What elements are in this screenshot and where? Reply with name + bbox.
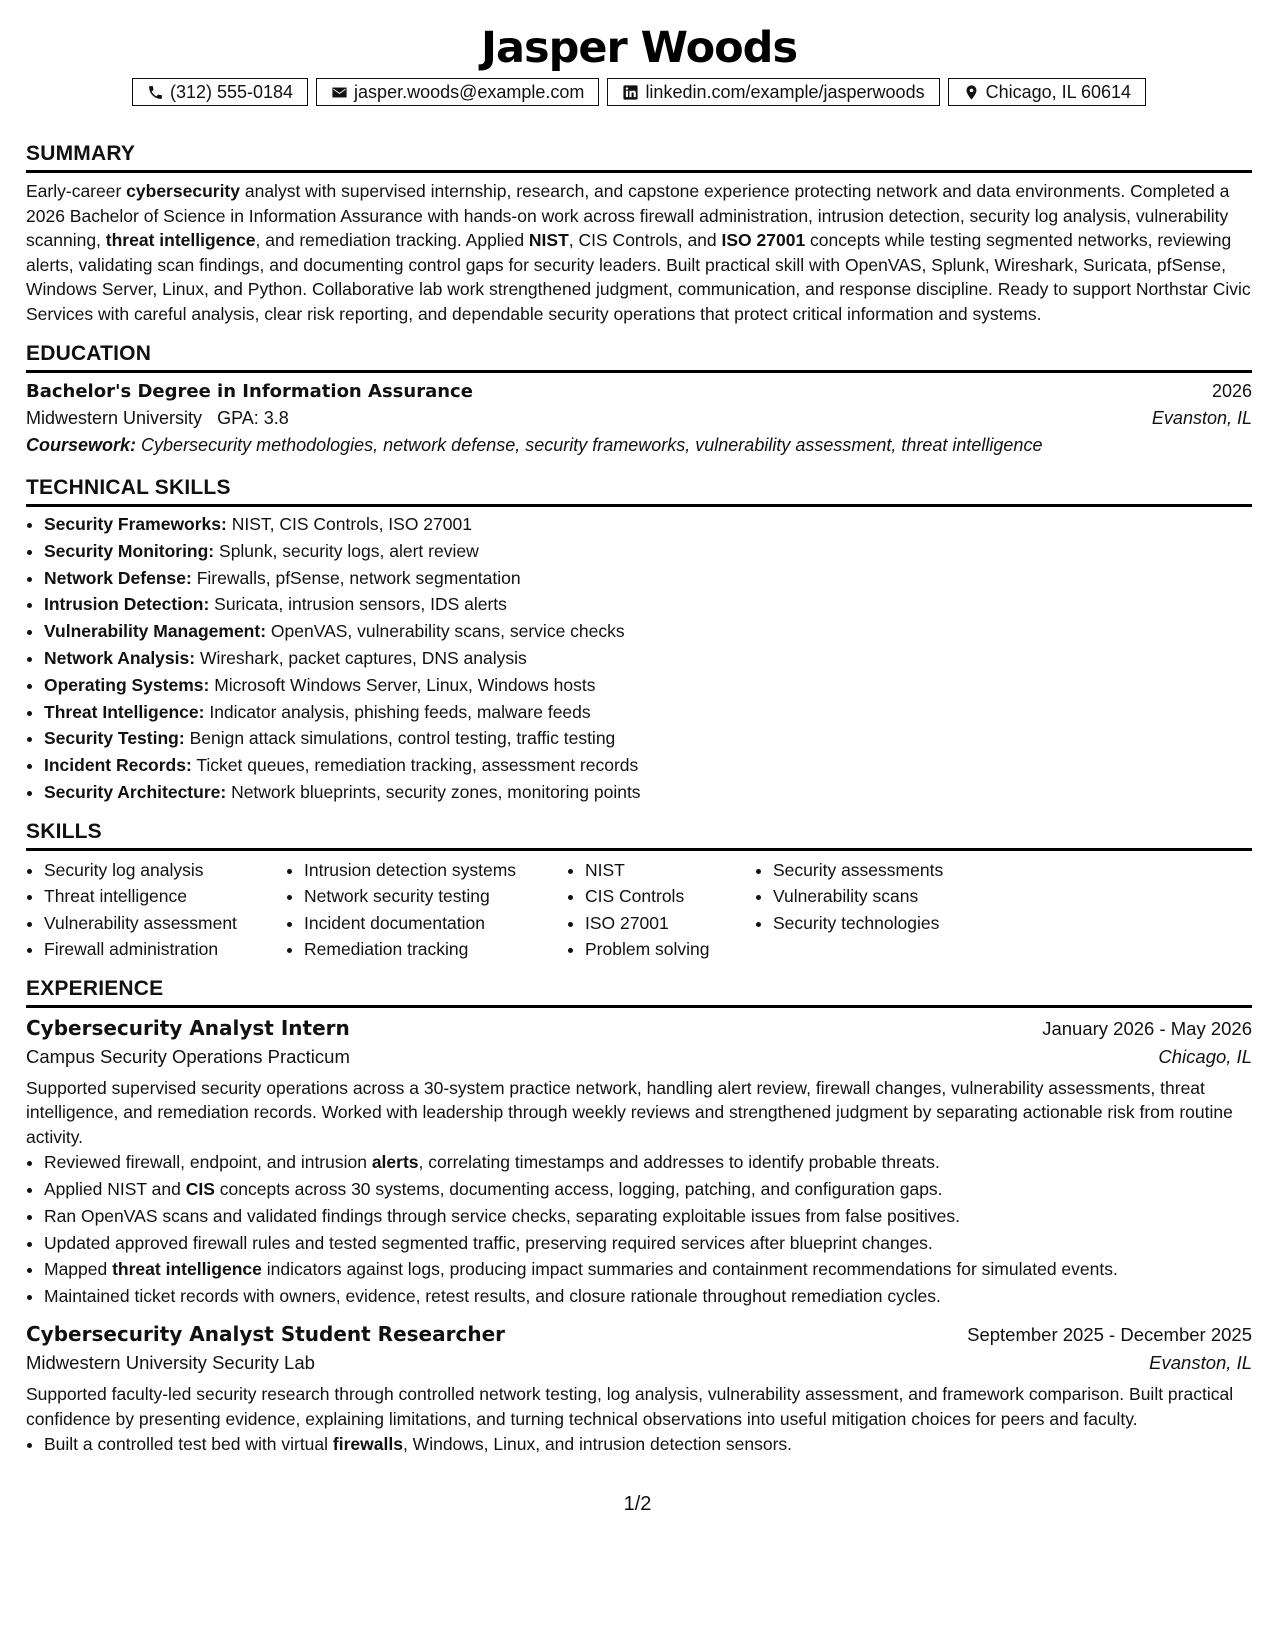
contact-email[interactable]: [316, 78, 599, 106]
technical-skill-item: [44, 699, 1252, 726]
technical-skills-section: [26, 476, 1252, 806]
technical-skill-label: Network Analysis:: [44, 647, 196, 668]
job-org-row: [26, 1046, 1252, 1068]
technical-skill-label: Security Monitoring:: [44, 540, 215, 561]
education-heading: EDUCATION: [26, 342, 1252, 373]
technical-skill-value: NIST, CIS Controls, ISO 27001: [231, 514, 472, 534]
technical-skill-label: Security Testing:: [44, 728, 185, 749]
technical-skill-label: Incident Records:: [44, 755, 192, 776]
text-span: concepts across 30 systems, documenting access, logging, patching, and configuration gaps.: [214, 1179, 943, 1200]
technical-skill-value: Suricata, intrusion sensors, IDS alerts: [214, 594, 507, 615]
text-span: , CIS Controls, and: [568, 230, 722, 250]
graduation-year: 2026: [1211, 381, 1252, 401]
job-title-row: [26, 1322, 1252, 1346]
location-pin-icon: [963, 84, 980, 101]
job-entry: [26, 1016, 1252, 1310]
job-summary: Supported supervised security operations across a 30-system practice network, handling alert review, firewall changes, vulnerability assessments, threat intelligence, and remediation records. Worked with leadership through weekly reviews and strengthened judgment by separating actionable risk from routine activity.: [26, 1077, 1233, 1147]
skill-item: • Remediation tracking: [304, 936, 567, 963]
job-dates: September 2025 - December 2025: [967, 1324, 1252, 1346]
technical-skill-value: Wireshark, packet captures, DNS analysis: [199, 647, 527, 668]
degree-name: Bachelor's Degree in Information Assurance: [26, 381, 473, 402]
text-span: Built a controlled test bed with virtual: [44, 1434, 333, 1455]
job-location: Chicago, IL: [1158, 1045, 1252, 1067]
technical-skill-value: Microsoft Windows Server, Linux, Windows hosts: [214, 674, 596, 695]
technical-skill-item: [44, 618, 1252, 645]
skill-item: • CIS Controls: [585, 883, 755, 910]
skill-item: • NIST: [585, 857, 755, 884]
skill-item: • Vulnerability assessment: [44, 910, 286, 937]
text-span: Maintained ticket records with owners, evidence, retest results, and closure rationale throughout remediation cycles.: [44, 1286, 941, 1307]
contact-linkedin[interactable]: [607, 78, 939, 106]
job-bullet: [44, 1149, 1252, 1176]
contact-linkedin-text: linkedin.com/example/jasperwoods: [645, 81, 925, 102]
text-span: indicators against logs, producing impact summaries and containment recommendations for simulated events.: [261, 1259, 1118, 1280]
education-section: [26, 342, 1252, 456]
technical-skill-item: [44, 511, 1252, 538]
skills-column: [26, 857, 286, 963]
job-title: Cybersecurity Analyst Intern: [26, 1015, 350, 1040]
bold-keyword: alerts: [371, 1152, 419, 1173]
contact-location-text: Chicago, IL 60614: [985, 81, 1132, 102]
text-span: Reviewed firewall, endpoint, and intrusion: [44, 1152, 372, 1173]
technical-skill-label: Threat Intelligence:: [44, 701, 205, 722]
job-bullet: [44, 1431, 1252, 1458]
technical-skill-label: Operating Systems:: [44, 674, 210, 695]
school-info: [26, 408, 289, 429]
text-span: Mapped: [44, 1259, 113, 1280]
job-organization: Midwestern University Security Lab: [26, 1352, 315, 1374]
phone-icon: [147, 84, 164, 101]
text-span: Ran OpenVAS scans and validated findings through service checks, separating exploitable issues from false positives.: [44, 1205, 961, 1226]
skill-item: • Problem solving: [585, 936, 755, 963]
technical-skill-label: Security Architecture:: [44, 781, 227, 802]
technical-skill-item: [44, 645, 1252, 672]
job-organization: Campus Security Operations Practicum: [26, 1045, 350, 1067]
job-bullet: [44, 1230, 1252, 1257]
summary-heading: SUMMARY: [26, 142, 1252, 173]
experience-section: [26, 977, 1252, 1458]
skills-grid: [26, 857, 1252, 963]
job-bullet: [44, 1203, 1252, 1230]
gpa: GPA: 3.8: [217, 408, 289, 428]
linkedin-icon: [622, 84, 639, 101]
text-span: Applied NIST and: [44, 1179, 186, 1200]
technical-skill-label: Security Frameworks:: [44, 514, 227, 534]
job-bullet: [44, 1256, 1252, 1283]
technical-skill-item: [44, 538, 1252, 565]
skill-item: • Security assessments: [773, 857, 973, 884]
technical-skill-value: Splunk, security logs, alert review: [219, 540, 479, 561]
contact-location[interactable]: [948, 78, 1146, 106]
technical-skill-value: Ticket queues, remediation tracking, assessment records: [196, 755, 639, 776]
technical-skill-item: [44, 591, 1252, 618]
education-row-2: [26, 408, 1252, 429]
summary-text: [26, 179, 1252, 326]
bold-keyword: threat intelligence: [112, 1259, 262, 1280]
jobs-container: [26, 1016, 1252, 1458]
skill-item: • Vulnerability scans: [773, 883, 973, 910]
text-span: , correlating timestamps and addresses to identify probable threats.: [418, 1152, 940, 1173]
text-span: , and remediation tracking. Applied: [255, 230, 529, 250]
candidate-name: Jasper Woods: [480, 23, 798, 73]
technical-skills-heading: TECHNICAL SKILLS: [26, 476, 1252, 507]
bold-keyword: threat intelligence: [105, 230, 256, 250]
text-span: , Windows, Linux, and intrusion detection sensors.: [402, 1434, 793, 1455]
technical-skill-item: [44, 752, 1252, 779]
skills-heading: SKILLS: [26, 820, 1252, 851]
job-org-row: [26, 1352, 1252, 1374]
job-summary: Supported faculty-led security research through controlled network testing, log analysis, vulnerability assessment, and framework comparison. Built practical confidence by presenting evidence, explaining limitations, and turning technical observations into useful mitigation choices for peers and faculty.: [26, 1384, 1234, 1429]
job-entry: [26, 1322, 1252, 1458]
text-span: concepts while testing segmented networks, reviewing alerts, validating scan findings, and documenting control gaps for security leaders. Built practical skill with OpenVAS, Splunk, Wireshark, Suricata, pfSense, Windows Server, Linux, and Python. Collaborative lab work strengthened judgment, communication, and response discipline. Ready to support Northstar Civic Services with careful analysis, clear risk reporting, and dependable security operations that protect critical information and systems.: [26, 230, 1251, 324]
resume-page: [26, 0, 1252, 1458]
technical-skill-label: Intrusion Detection:: [44, 594, 210, 615]
technical-skills-list: [26, 511, 1252, 806]
education-row-1: [26, 381, 1252, 402]
skill-item: • ISO 27001: [585, 910, 755, 937]
job-title-row: [26, 1016, 1252, 1040]
text-span: Early-career: [26, 181, 127, 201]
job-bullet: [44, 1176, 1252, 1203]
page-number: 1/2: [623, 1493, 652, 1515]
skill-item: • Firewall administration: [44, 936, 286, 963]
job-location: Evanston, IL: [1149, 1352, 1252, 1374]
skill-item: • Incident documentation: [304, 910, 567, 937]
contact-bar: [26, 78, 1252, 106]
skill-item: • Intrusion detection systems: [304, 857, 567, 884]
summary-section: [26, 142, 1252, 326]
text-span: analyst with supervised internship, research, and capstone experience protecting network and data environments. Completed a 2026 Bachelor of Science in Information Assurance with hands-on work across firewall administration, intrusion detection, security log analysis, vulnerability scanning,: [26, 181, 1230, 250]
technical-skill-label: Vulnerability Management:: [44, 621, 267, 642]
technical-skill-value: Network blueprints, security zones, monitoring points: [231, 781, 641, 802]
skill-item: • Security technologies: [773, 910, 973, 937]
skills-column: [755, 857, 973, 963]
school-name: Midwestern University: [26, 408, 203, 428]
job-bullets: [26, 1149, 1252, 1310]
job-title: Cybersecurity Analyst Student Researcher: [26, 1322, 505, 1347]
skill-item: • Network security testing: [304, 883, 567, 910]
bold-keyword: ISO 27001: [721, 230, 806, 250]
skill-item: • Security log analysis: [44, 857, 286, 884]
technical-skill-value: Firewalls, pfSense, network segmentation: [196, 567, 521, 588]
technical-skill-item: [44, 672, 1252, 699]
skill-item: • Threat intelligence: [44, 883, 286, 910]
technical-skill-value: OpenVAS, vulnerability scans, service checks: [270, 621, 625, 642]
technical-skill-item: [44, 565, 1252, 592]
technical-skill-item: [44, 779, 1252, 806]
coursework-text: Cybersecurity methodologies, network defense, security frameworks, vulnerability assessment, threat intelligence: [141, 435, 1043, 455]
technical-skill-label: Network Defense:: [44, 567, 192, 588]
job-bullet: [44, 1283, 1252, 1310]
technical-skill-value: Indicator analysis, phishing feeds, malware feeds: [209, 701, 591, 722]
technical-skill-value: Benign attack simulations, control testing, traffic testing: [189, 728, 616, 749]
contact-email-text: jasper.woods@example.com: [354, 81, 585, 102]
technical-skill-item: [44, 725, 1252, 752]
experience-heading: EXPERIENCE: [26, 977, 1252, 1008]
bold-keyword: firewalls: [332, 1434, 403, 1455]
text-span: Updated approved firewall rules and tested segmented traffic, preserving required services after blueprint changes.: [44, 1232, 933, 1253]
bold-keyword: cybersecurity: [126, 181, 240, 201]
coursework: [26, 435, 1252, 456]
job-bullets: [26, 1431, 1252, 1458]
skills-section: [26, 820, 1252, 963]
skills-column: [567, 857, 755, 963]
bold-keyword: NIST: [528, 230, 569, 250]
bold-keyword: CIS: [185, 1179, 215, 1200]
job-dates: January 2026 - May 2026: [1042, 1017, 1252, 1039]
contact-phone[interactable]: [132, 78, 308, 106]
school-location: Evanston, IL: [1151, 408, 1252, 428]
contact-phone-text: (312) 555-0184: [169, 81, 294, 102]
envelope-icon: [331, 84, 348, 101]
coursework-label: Coursework:: [26, 435, 137, 455]
skills-column: [286, 857, 567, 963]
